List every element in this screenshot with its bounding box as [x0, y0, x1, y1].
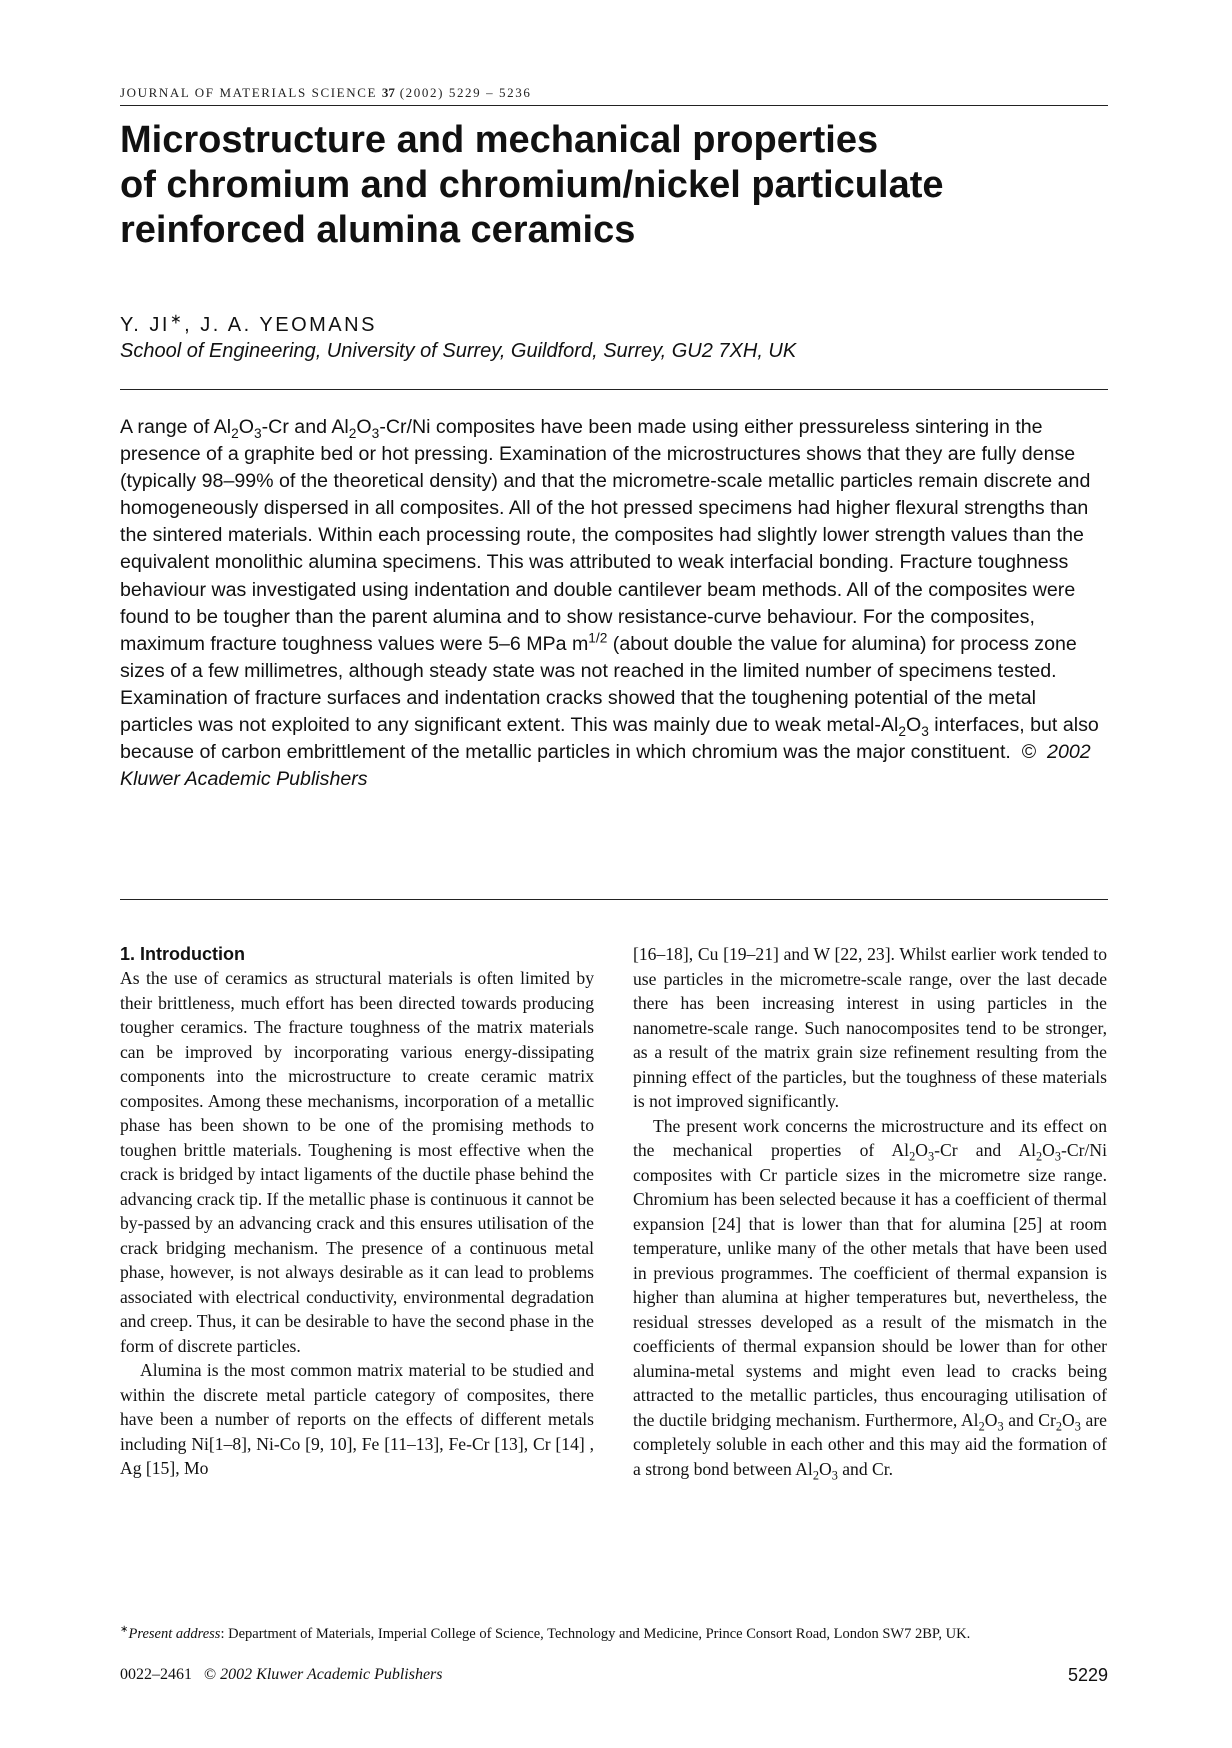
paragraph-text: O [1062, 1409, 1075, 1430]
title-line-3: reinforced alumina ceramics [120, 209, 636, 251]
footer-publisher: 2002 Kluwer Academic Publishers [220, 1666, 443, 1683]
section-heading: 1. Introduction [120, 944, 245, 964]
superscript: 1/2 [588, 630, 608, 646]
article-title [120, 118, 1120, 253]
paragraph-2-continued: [16–18], Cu [19–21] and W [22, 23]. Whilst earlier work tended to use particles in the micrometre-scale range, over the last decade there has been increasing interest in using particles in the nanometre-scale range. Such nanocomposites tend to be stronger, as a result of the matrix grain size refinement resulting from the pinning effect of the particles, but the toughness of these materials is not improved significantly. [633, 944, 1107, 1111]
paragraph-text: -Cr/Ni composites with Cr particle sizes in the micrometre size range. Chromium has been selected because it has a coefficient of thermal expansion [24] that is lower than that for alumina [25] at room temperature, unlike many of the other metals that have been used in previous programmes. The coefficient of thermal expansion is higher than alumina at higher temperatures but, nevertheless, the residual stresses developed as a result of the mismatch in the coefficients of thermal expansion should be lower than for other alumina-metal systems and might even lead to cracks being attracted to the metallic particles, thus encouraging utilisation of the ductile bridging mechanism. Furthermore, Al [633, 1140, 1107, 1430]
paragraph-text: The present work concerns the microstructure and its effect on the mechanical properties of Al [633, 1115, 1107, 1160]
footnote-label: Present address [128, 1626, 221, 1642]
subscript: 2 [909, 1149, 916, 1164]
footer-issn-line [120, 1666, 443, 1684]
author-list [120, 310, 377, 337]
subscript: 2 [1055, 1419, 1063, 1434]
body-column-left [120, 942, 594, 1481]
paragraph-text: and Cr. [837, 1458, 894, 1479]
copyright-symbol: © [1021, 741, 1037, 764]
abstract-top-rule [120, 389, 1108, 390]
title-line-1: Microstructure and mechanical properties [120, 119, 879, 161]
abstract-text: -Cr and Al [261, 416, 349, 438]
subscript: 2 [231, 425, 239, 441]
abstract-text: O [356, 416, 372, 438]
subscript: 3 [997, 1419, 1004, 1434]
abstract-bottom-rule [120, 899, 1108, 900]
subscript: 3 [831, 1468, 838, 1483]
abstract-text: interfaces, but also because of carbon embrittlement of the metallic particles in which chromium was the major constituent. [120, 714, 1099, 764]
issn: 0022–2461 [120, 1666, 192, 1683]
abstract-text: O [905, 714, 922, 737]
journal-name: JOURNAL OF MATERIALS SCIENCE [120, 85, 378, 100]
author-name-2: , J. A. YEOMANS [184, 314, 377, 336]
author-affiliation: School of Engineering, University of Surrey, Guildford, Surrey, GU2 7XH, UK [120, 340, 797, 362]
footer-copyright-symbol: © [204, 1666, 217, 1683]
abstract-text: -Cr/Ni composites have been made using either pressureless sintering in the presence of a graphite bed or hot pressing. Examination of the microstructures shows that they are fully dense (typically 98–99% of the theoretical density) and that the micrometre-scale metallic particles remain discrete and homogeneously dispersed in all composites. All of the hot pressed specimens had higher flexural strengths than the sintered materials. Within each processing route, the composites had slightly lower strength values than the equivalent monolithic alumina specimens. This was attributed to weak interfacial bonding. Fracture toughness behaviour was investigated using indentation and double cantilever beam methods. All of the composites were found to be tougher than the parent alumina and to show resistance-curve behaviour. For the composites, maximum fracture toughness values were 5–6 MPa m [120, 416, 1091, 655]
journal-year-pages: (2002) 5229 – 5236 [399, 85, 532, 100]
paragraph-text: O [915, 1140, 928, 1160]
subscript: 3 [1054, 1149, 1062, 1164]
subscript: 3 [371, 425, 380, 441]
subscript: 2 [348, 425, 357, 441]
footnote-text: : Department of Materials, Imperial College of Science, Technology and Medicine, Prince Consort Road, London SW7 2BP, UK. [220, 1626, 971, 1642]
subscript: 3 [921, 723, 929, 739]
subscript: 3 [927, 1149, 935, 1164]
paragraph-3 [633, 1114, 1107, 1482]
footnote-marker: ∗ [120, 1624, 129, 1636]
abstract [120, 414, 1108, 793]
paragraph-text: O [1042, 1140, 1055, 1160]
abstract-text: A range of Al [120, 416, 232, 438]
paragraph-1: As the use of ceramics as structural materials is often limited by their brittleness, much effort has been directed towards producing tougher ceramics. The fracture toughness of the matrix materials can be improved by incorporating various energy-dissipating components into the microstructure to create ceramic matrix composites. Among these mechanisms, incorporation of a metallic phase has been shown to be one of the promising methods to toughen brittle materials. Toughening is most effective when the crack is bridged by intact ligaments of the ductile phase behind the advancing crack tip. If the metallic phase is continuous it cannot be by-passed by an advancing crack and this ensures utilisation of the crack bridging mechanism. The presence of a continuous metal phase, however, is not always desirable as it can lead to problems associated with electrical conductivity, environmental degradation and creep. Thus, it can be desirable to have the second phase in the form of discrete particles. [120, 968, 594, 1356]
paragraph-text: and Cr [1003, 1409, 1056, 1430]
subscript: 2 [812, 1468, 819, 1483]
running-head [120, 85, 1108, 106]
paragraph-2: Alumina is the most common matrix material to be studied and within the discrete metal particle category of composites, there have been a number of reports on the effects of different metals including Ni[1–8], Ni-Co [9, 10], Fe [11–13], Fe-Cr [13], Cr [14] , Ag [15], Mo [120, 1360, 594, 1478]
journal-volume: 37 [381, 85, 395, 100]
abstract-text: (about double the value for alumina) for process zone sizes of a few millimetres, although steady state was not reached in the limited number of specimens tested. Examination of fracture surfaces and indentation cracks showed that the toughening potential of the metal particles was not exploited to any significant extent. This was mainly due to weak metal-Al [120, 632, 1077, 737]
author-marker: ∗ [169, 310, 185, 327]
abstract-text: O [238, 416, 255, 438]
abstract-publisher: 2002 Kluwer Academic Publishers [120, 741, 1091, 791]
footnote [120, 1626, 1108, 1643]
paragraph-text: are completely soluble in each other and this may aid the formation of a strong bond between Al [633, 1409, 1107, 1479]
paragraph-text: -Cr and Al [934, 1140, 1037, 1160]
subscript: 2 [1036, 1149, 1043, 1164]
author-name: Y. JI [120, 314, 170, 336]
title-line-2: of chromium and chromium/nickel particulate [120, 164, 944, 206]
paragraph-text: O [984, 1409, 998, 1430]
body-column-right [633, 942, 1107, 1481]
page-number: 5229 [1067, 1665, 1108, 1685]
subscript: 2 [898, 723, 906, 739]
subscript: 3 [254, 425, 262, 441]
paragraph-text: O [818, 1458, 832, 1479]
subscript: 2 [978, 1419, 985, 1434]
subscript: 3 [1074, 1419, 1081, 1434]
